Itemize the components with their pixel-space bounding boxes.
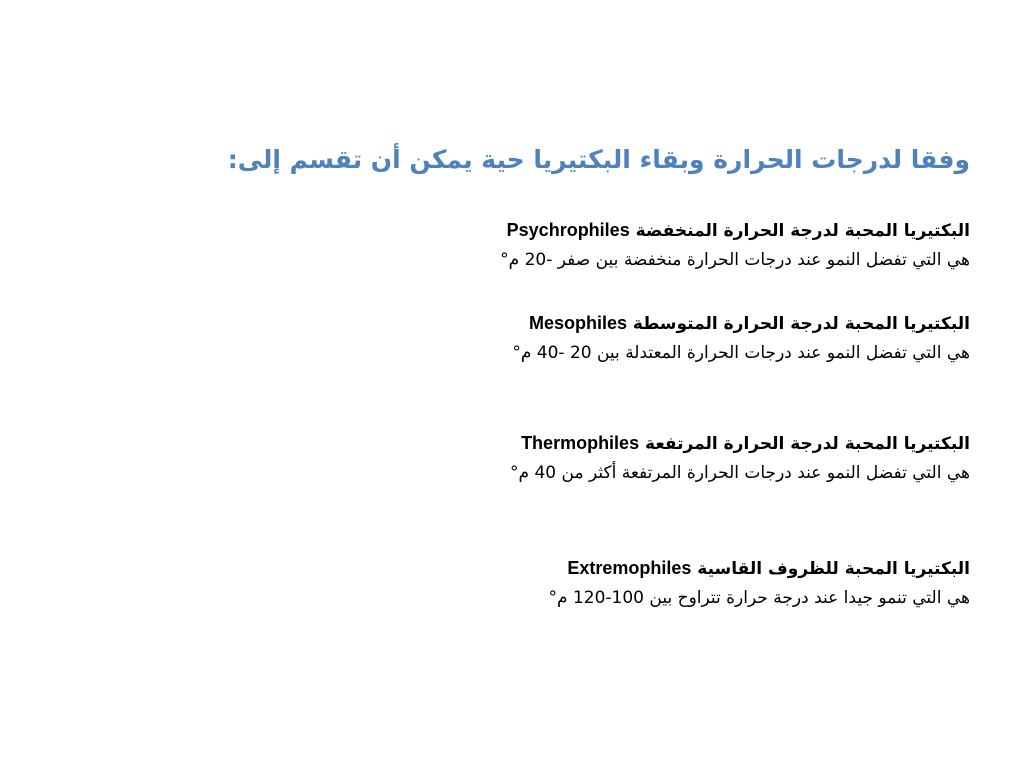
slide-title: وفقا لدرجات الحرارة وبقاء البكتيريا حية يمكن أن تقسم إلى: bbox=[227, 145, 970, 174]
group-heading-english: Psychrophiles bbox=[506, 220, 630, 240]
group-heading-arabic: البكتيريا المحبة للظروف القاسية bbox=[697, 559, 970, 579]
group-mesophiles bbox=[150, 309, 970, 368]
group-heading bbox=[150, 309, 970, 338]
group-extremophiles bbox=[150, 554, 970, 613]
group-description: هي التي تنمو جيدا عند درجة حرارة تتراوح بين 100-120 م° bbox=[548, 588, 970, 608]
group-heading-english: Thermophiles bbox=[521, 433, 640, 453]
group-heading-english: Extremophiles bbox=[567, 558, 692, 578]
group-description: هي التي تفضل النمو عند درجات الحرارة المعتدلة بين 20 -40 م° bbox=[512, 343, 970, 363]
group-heading-arabic: البكتيريا المحبة لدرجة الحرارة المتوسطة bbox=[632, 314, 970, 334]
group-heading-arabic: البكتيريا المحبة لدرجة الحرارة المنخفضة bbox=[635, 221, 970, 241]
group-description: هي التي تفضل النمو عند درجات الحرارة المرتفعة أكثر من 40 م° bbox=[510, 463, 970, 483]
group-heading-english: Mesophiles bbox=[528, 313, 627, 333]
group-description: هي التي تفضل النمو عند درجات الحرارة منخفضة بين صفر -20 م° bbox=[500, 250, 970, 270]
group-heading bbox=[150, 216, 970, 245]
group-thermophiles bbox=[150, 429, 970, 488]
group-heading-arabic: البكتيريا المحبة لدرجة الحرارة المرتفعة bbox=[645, 434, 970, 454]
group-heading bbox=[150, 429, 970, 458]
group-psychrophiles bbox=[150, 216, 970, 275]
group-heading bbox=[150, 554, 970, 583]
